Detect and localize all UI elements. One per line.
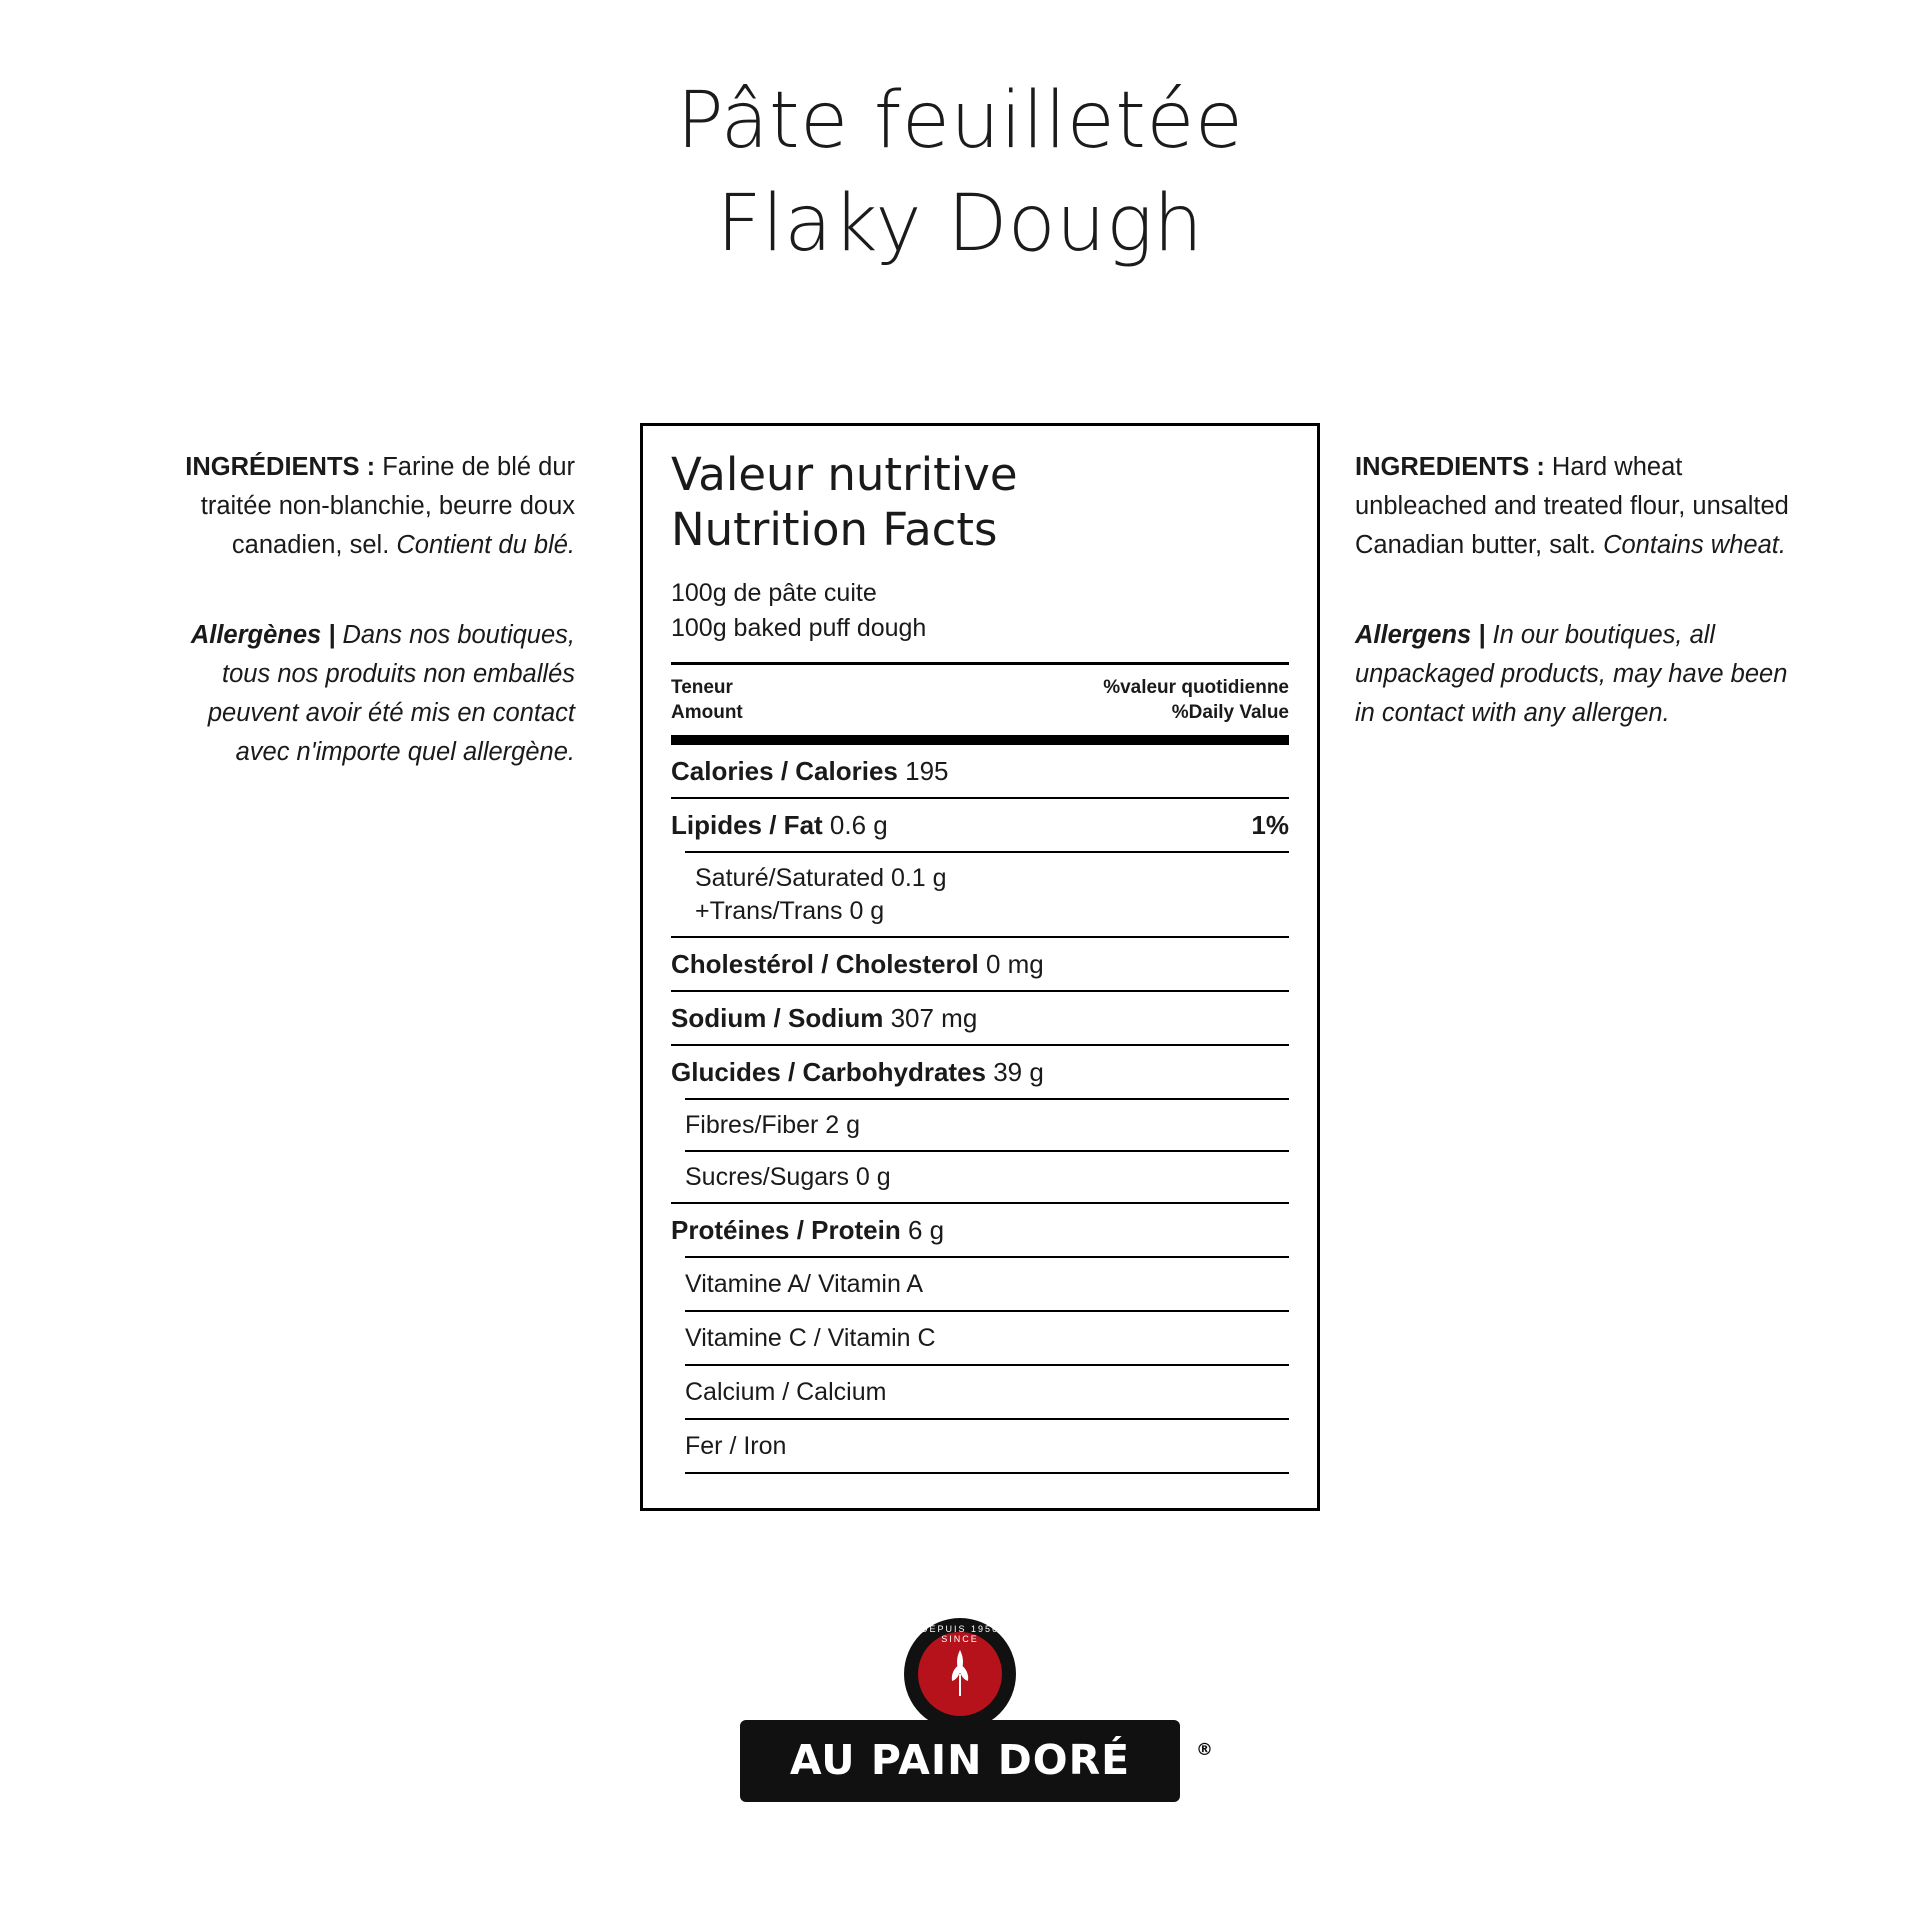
row-value: 0.6 g <box>829 810 888 841</box>
row-label: Sodium / Sodium <box>671 1003 884 1034</box>
allergens-paragraph-en <box>1355 616 1805 732</box>
nutrition-row <box>671 745 1289 797</box>
registered-mark: ® <box>1196 1740 1214 1760</box>
allergens-text-en: In our boutiques, all unpackaged products, may have been in contact with any allergen. <box>1355 621 1788 727</box>
allergens-paragraph-fr <box>155 616 575 771</box>
row-label: Glucides / Carbohydrates <box>671 1057 986 1088</box>
divider <box>685 1472 1289 1474</box>
nutrition-column-headers <box>671 665 1289 735</box>
page-title <box>0 70 1920 276</box>
amount-header-en: Amount <box>671 702 743 724</box>
brand-name <box>740 1720 1214 1802</box>
nutrition-row <box>671 893 1289 936</box>
row-value: 39 g <box>993 1057 1044 1088</box>
row-label: Saturé/Saturated 0.1 g <box>695 864 947 893</box>
ingredients-text-en: Hard wheat unbleached and treated flour, unsalted Canadian butter, salt. <box>1355 453 1789 559</box>
row-label: Lipides / Fat <box>671 810 823 841</box>
nutrition-title-fr: Valeur nutritive <box>671 448 1018 501</box>
row-label: Vitamine C / Vitamin C <box>685 1324 936 1353</box>
row-label: Calories / Calories <box>671 756 898 787</box>
ingredients-label-fr: INGRÉDIENTS : <box>185 453 376 481</box>
nutrition-row <box>671 1046 1289 1098</box>
nutrition-title-en: Nutrition Facts <box>671 502 998 556</box>
ingredients-label-en: INGREDIENTS : <box>1355 453 1545 481</box>
nutrition-row <box>671 1258 1289 1310</box>
paragraph-gap-fr <box>155 564 575 616</box>
row-label: Fer / Iron <box>685 1432 787 1461</box>
amount-header <box>671 675 743 726</box>
nutrition-row <box>671 799 1289 851</box>
ingredients-paragraph-en <box>1355 448 1805 564</box>
allergens-label-fr: Allergènes | <box>190 621 336 650</box>
daily-value-header-en: %Daily Value <box>1171 702 1289 724</box>
ingredients-emphasis-en: Contains wheat. <box>1603 530 1786 559</box>
row-label: Fibres/Fiber 2 g <box>685 1111 861 1140</box>
ingredients-text-fr: Farine de blé dur traitée non-blanchie, beurre doux canadien, sel. <box>200 453 575 559</box>
row-label: Cholestérol / Cholesterol <box>671 949 979 980</box>
brand-name-text: AU PAIN DORÉ <box>789 1736 1131 1784</box>
nutrition-row <box>671 1204 1289 1256</box>
nutrition-facts-panel <box>640 423 1320 1511</box>
ingredients-column-fr <box>155 448 575 771</box>
wheat-icon <box>904 1618 1016 1730</box>
ingredients-paragraph-fr <box>155 448 575 564</box>
serving-size-en: 100g baked puff dough <box>671 613 927 642</box>
daily-value-header-fr: %valeur quotidienne <box>1103 676 1289 698</box>
nutrition-row <box>671 992 1289 1044</box>
allergens-text-fr: Dans nos boutiques, tous nos produits non emballés peuvent avoir été mis en contact avec n'importe quel allergène. <box>207 621 575 766</box>
ingredients-emphasis-fr: Contient du blé. <box>396 530 575 559</box>
row-value: 0 mg <box>985 949 1044 980</box>
badge-ring-text: DEPUIS 1956 SINCE <box>920 1624 1000 1644</box>
row-value: 307 mg <box>890 1003 978 1034</box>
nutrition-row <box>671 853 1289 893</box>
wheat-badge-icon <box>904 1618 1016 1730</box>
title-line-en: Flaky Dough <box>716 178 1204 269</box>
nutrition-row <box>671 1420 1289 1472</box>
allergens-label-en: Allergens | <box>1355 621 1486 650</box>
nutrition-row <box>671 1152 1289 1202</box>
title-line-fr: Pâte feuilletée <box>676 76 1244 166</box>
amount-header-fr: Teneur <box>671 676 733 698</box>
row-label: Sucres/Sugars 0 g <box>685 1163 891 1192</box>
nutrition-row <box>671 1100 1289 1150</box>
row-value: 6 g <box>907 1215 945 1246</box>
ingredients-column-en <box>1355 448 1805 733</box>
paragraph-gap-en <box>1355 564 1805 616</box>
nutrition-row <box>671 938 1289 990</box>
row-label: Calcium / Calcium <box>685 1378 887 1407</box>
nutrition-row <box>671 1312 1289 1364</box>
row-daily-value: 1% <box>1251 810 1289 841</box>
brand-logo <box>740 1618 1214 1802</box>
row-label: +Trans/Trans 0 g <box>695 897 885 926</box>
serving-size-fr: 100g de pâte cuite <box>671 578 877 607</box>
row-label: Vitamine A/ Vitamin A <box>685 1270 924 1299</box>
nutrition-row <box>671 1366 1289 1418</box>
daily-value-header <box>1103 675 1289 726</box>
row-label: Protéines / Protein <box>671 1215 901 1246</box>
row-value: 195 <box>905 756 949 787</box>
divider-head-bottom <box>671 735 1289 745</box>
